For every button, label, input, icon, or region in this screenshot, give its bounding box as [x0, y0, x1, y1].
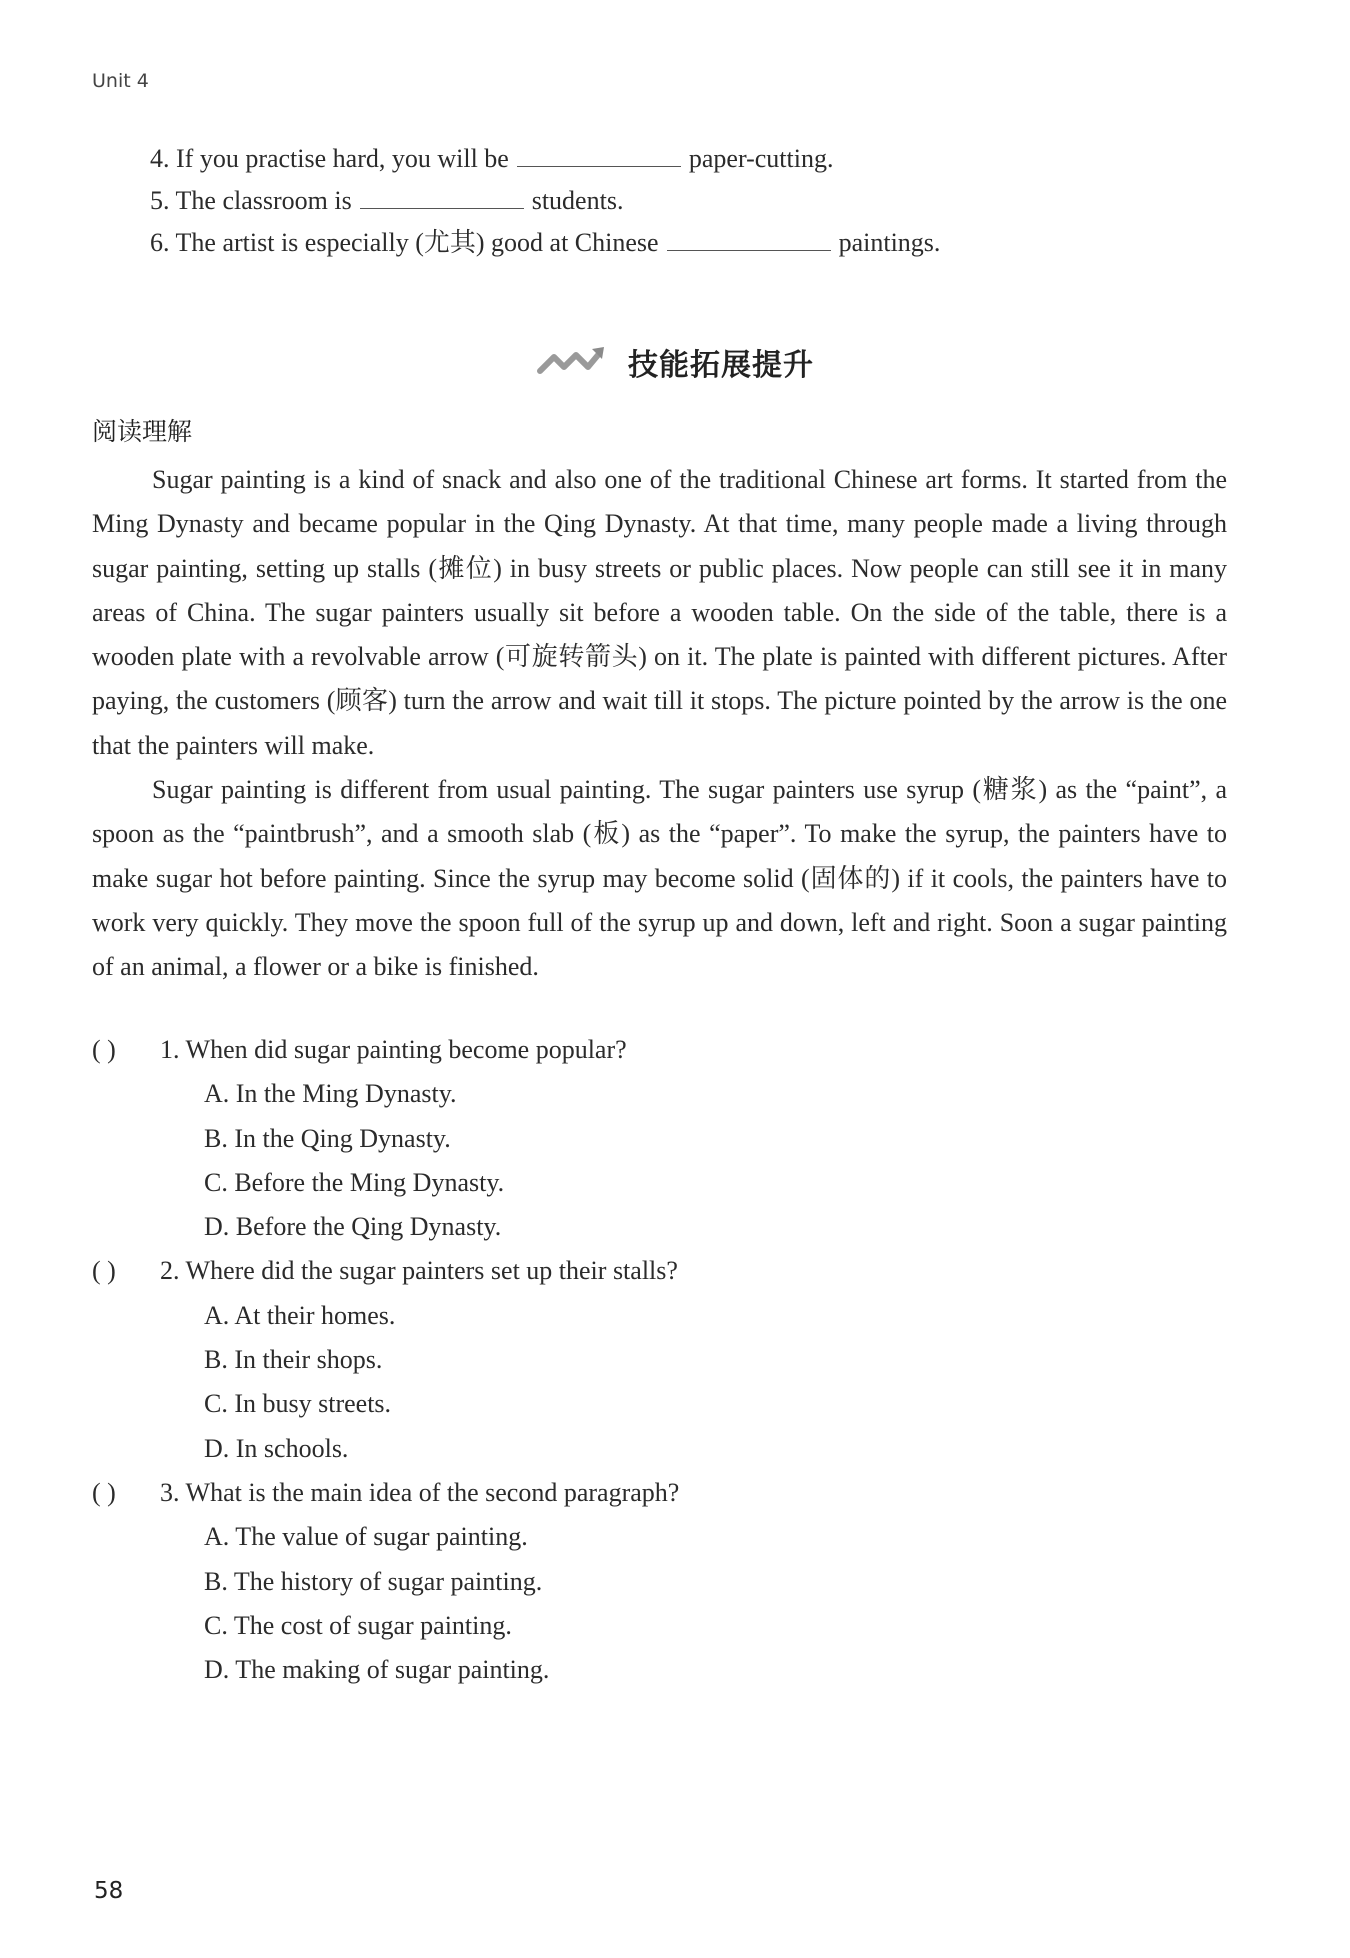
fill-in-number: 4. — [150, 144, 170, 173]
passage-paragraph: Sugar painting is a kind of snack and also one of the traditional Chinese art forms. It started from the Ming Dynasty and became popular in the Qing Dynasty. At that time, many people made a living through sugar painting, setting up stalls (摊位) in busy streets or public places. Now people can still see it in many areas of China. The sugar painters usually sit before a wooden table. On the side of the table, there is a wooden plate with a revolvable arrow (可旋转箭头) on it. The plate is painted with different pictures. After paying, the customers (顾客) turn the arrow and wait till it stops. The picture pointed by the arrow is the one that the painters will make. — [92, 465, 1227, 760]
option-a: A. In the Ming Dynasty. — [204, 1079, 457, 1109]
option-d: D. Before the Qing Dynasty. — [204, 1212, 502, 1242]
fill-in-number: 5. — [150, 186, 170, 215]
fill-in-text-after: paper-cutting. — [688, 144, 834, 173]
reading-passage — [92, 458, 1227, 990]
question-text: 3. What is the main idea of the second paragraph? — [160, 1477, 680, 1507]
fill-in-text-after: students. — [531, 186, 624, 215]
fill-in-text-before: If you practise hard, you will be — [176, 144, 509, 173]
trend-arrow-icon — [536, 345, 606, 379]
option-b: B. In their shops. — [204, 1345, 383, 1375]
fill-in-item — [150, 180, 940, 222]
option-d: D. The making of sugar painting. — [204, 1655, 550, 1685]
question-stem — [92, 1028, 1227, 1072]
option-b: B. The history of sugar painting. — [204, 1566, 543, 1596]
option-a: A. At their homes. — [204, 1300, 396, 1330]
fill-in-number: 6. — [150, 228, 170, 257]
option-c: C. Before the Ming Dynasty. — [204, 1167, 505, 1197]
section-title: 技能拓展提升 — [628, 348, 814, 383]
answer-blank[interactable] — [667, 224, 831, 251]
answer-bracket[interactable]: ( ) — [92, 1035, 116, 1064]
fill-in-item — [150, 222, 940, 264]
passage-paragraph: Sugar painting is different from usual painting. The sugar painters use syrup (糖浆) as the “paint”, a spoon as the “paintbrush”, and a smooth slab (板) as the “paper”. To make the syrup, the painters have to make sugar hot before painting. Since the syrup may become solid (固体的) if it cools, the painters have to work very quickly. They move the spoon full of the syrup up and down, left and right. Soon a sugar painting of an animal, a flower or a bike is finished. — [92, 775, 1227, 982]
question-block — [92, 1471, 1227, 1692]
fill-in-text-before: The artist is especially (尤其) good at Chinese — [175, 228, 659, 257]
question-stem — [92, 1249, 1227, 1293]
answer-bracket[interactable]: ( ) — [92, 1256, 116, 1286]
option-c: C. In busy streets. — [204, 1389, 392, 1419]
question-list — [92, 1028, 1227, 1692]
fill-in-item — [150, 138, 940, 180]
answer-blank[interactable] — [360, 182, 524, 209]
question-block — [92, 1028, 1227, 1249]
fill-in-text-before: The classroom is — [175, 186, 352, 215]
option-d: D. In schools. — [204, 1433, 349, 1463]
question-block — [92, 1249, 1227, 1470]
fill-in-list — [150, 138, 940, 264]
option-a: A. The value of sugar painting. — [204, 1522, 528, 1552]
page-number: 58 — [94, 1878, 124, 1904]
option-b: B. In the Qing Dynasty. — [204, 1123, 451, 1153]
unit-label: Unit 4 — [92, 70, 149, 92]
section-header — [0, 340, 1350, 384]
answer-bracket[interactable]: ( ) — [92, 1477, 116, 1507]
fill-in-text-after: paintings. — [838, 228, 941, 257]
question-stem — [92, 1471, 1227, 1515]
reading-comprehension-label: 阅读理解 — [92, 417, 193, 446]
answer-blank[interactable] — [517, 140, 681, 167]
question-text: 1. When did sugar painting become popular? — [160, 1035, 627, 1064]
question-text: 2. Where did the sugar painters set up their stalls? — [160, 1256, 678, 1286]
option-c: C. The cost of sugar painting. — [204, 1610, 512, 1640]
